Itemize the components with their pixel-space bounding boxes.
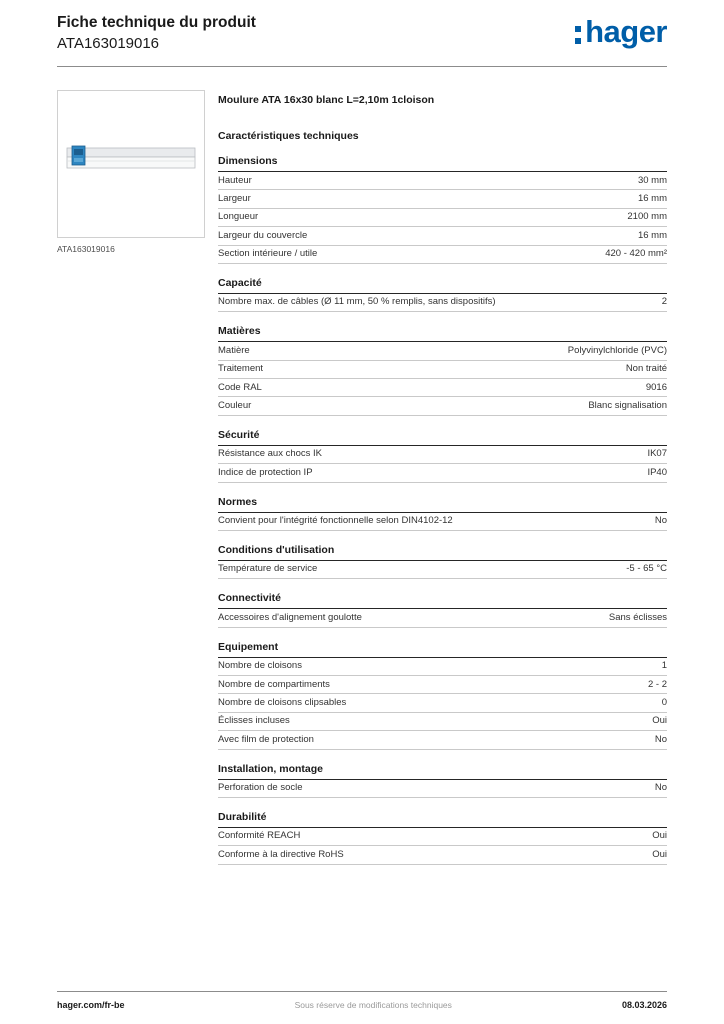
- spec-row: [218, 713, 667, 731]
- spec-value: Sans éclisses: [608, 611, 667, 623]
- hager-logo-text: hager: [585, 14, 667, 49]
- spec-value: No: [654, 515, 667, 526]
- spec-value: 30 mm: [637, 174, 667, 186]
- spec-value: 2 - 2: [647, 678, 667, 690]
- spec-section: [218, 592, 667, 627]
- spec-row: [218, 731, 667, 749]
- sections: [218, 155, 667, 865]
- spec-section-title: Connectivité: [218, 592, 667, 609]
- spec-label: Largeur du couvercle: [218, 229, 308, 241]
- product-image-column: [57, 90, 205, 865]
- spec-label: Résistance aux chocs IK: [218, 448, 323, 460]
- spec-label: Nombre de cloisons: [218, 660, 302, 672]
- spec-label: Nombre de compartiments: [218, 678, 330, 690]
- spec-section-title: Conditions d'utilisation: [218, 544, 667, 561]
- spec-label: Longueur: [218, 211, 259, 223]
- spec-row: [218, 379, 667, 397]
- spec-label: Traitement: [218, 363, 264, 375]
- spec-label: Nombre de cloisons clipsables: [218, 696, 347, 708]
- product-image: [57, 90, 205, 238]
- hager-logo: [575, 16, 667, 47]
- spec-section-title: Equipement: [218, 641, 667, 658]
- spec-label: Couleur: [218, 399, 252, 411]
- spec-label: Nombre max. de câbles (Ø 11 mm, 50 % remplis, sans dispositifs): [218, 296, 496, 308]
- spec-section-title: Matières: [218, 325, 667, 342]
- spec-value: 420 - 420 mm²: [605, 248, 667, 259]
- spec-value: Blanc signalisation: [588, 399, 667, 411]
- spec-section: [218, 155, 667, 264]
- spec-label: Code RAL: [218, 381, 262, 393]
- main-content: [57, 90, 667, 865]
- spec-label: Éclisses incluses: [218, 715, 290, 727]
- spec-section: [218, 811, 667, 865]
- spec-value: IP40: [647, 466, 667, 478]
- spec-column: [218, 90, 667, 865]
- spec-row: [218, 246, 667, 264]
- spec-row: [218, 464, 667, 482]
- spec-value: No: [654, 782, 667, 793]
- spec-row: [218, 694, 667, 712]
- spec-section-title: Capacité: [218, 277, 667, 294]
- spec-row: [218, 780, 667, 798]
- spec-section: [218, 544, 667, 579]
- spec-value: 16 mm: [637, 229, 667, 241]
- spec-value: IK07: [647, 448, 667, 460]
- product-image-caption: ATA163019016: [57, 244, 115, 254]
- spec-value: No: [654, 733, 667, 745]
- spec-section-title: Sécurité: [218, 429, 667, 446]
- spec-row: [218, 676, 667, 694]
- spec-label: Conforme à la directive RoHS: [218, 848, 344, 860]
- spec-row: [218, 342, 667, 360]
- spec-section: [218, 277, 667, 312]
- spec-value: Oui: [652, 715, 667, 727]
- spec-row: [218, 609, 667, 627]
- spec-value: Oui: [652, 848, 667, 860]
- spec-label: Température de service: [218, 563, 318, 575]
- hager-logo-colon-icon: [575, 20, 581, 44]
- spec-row: [218, 361, 667, 379]
- spec-label: Section intérieure / utile: [218, 248, 318, 259]
- spec-label: Convient pour l'intégrité fonctionnelle selon DIN4102-12: [218, 515, 453, 526]
- spec-label: Perforation de socle: [218, 782, 303, 793]
- logo-dot-bottom: [575, 38, 581, 44]
- spec-label: Accessoires d'alignement goulotte: [218, 611, 362, 623]
- spec-row: [218, 227, 667, 245]
- spec-label: Avec film de protection: [218, 733, 314, 745]
- spec-section: [218, 429, 667, 483]
- spec-label: Matière: [218, 344, 250, 356]
- spec-row: [218, 846, 667, 864]
- logo-dot-top: [575, 26, 581, 32]
- spec-row: [218, 209, 667, 227]
- page-footer: [57, 991, 667, 1010]
- spec-value: Oui: [652, 830, 667, 842]
- footer-website-link[interactable]: hager.com/fr-be: [57, 1000, 125, 1010]
- spec-section-title: Dimensions: [218, 155, 667, 172]
- spec-section-title: Normes: [218, 496, 667, 513]
- spec-row: [218, 294, 667, 312]
- spec-row: [218, 397, 667, 415]
- spec-value: Polyvinylchloride (PVC): [567, 344, 667, 356]
- footer-disclaimer: Sous réserve de modifications techniques: [294, 1000, 452, 1010]
- spec-row: [218, 446, 667, 464]
- spec-section: [218, 641, 667, 750]
- tech-characteristics-title: Caractéristiques techniques: [218, 130, 359, 142]
- spec-value: Non traité: [625, 363, 667, 375]
- spec-value: 2: [661, 296, 667, 308]
- footer-date: 08.03.2026: [621, 1000, 667, 1010]
- spec-label: Hauteur: [218, 174, 252, 186]
- spec-value: 1: [661, 660, 667, 672]
- spec-label: Largeur: [218, 192, 251, 204]
- spec-value: 0: [661, 696, 667, 708]
- spec-value: 2100 mm: [627, 211, 667, 223]
- spec-section: [218, 325, 667, 416]
- page-title: Fiche technique du produit: [57, 14, 256, 31]
- spec-row: [218, 172, 667, 190]
- trunking-profile-drawing: [58, 91, 204, 237]
- spec-row: [218, 190, 667, 208]
- spec-section-title: Installation, montage: [218, 763, 667, 780]
- spec-value: 9016: [645, 381, 667, 393]
- spec-section: [218, 496, 667, 531]
- spec-section-title: Durabilité: [218, 811, 667, 828]
- product-reference: ATA163019016: [57, 35, 160, 52]
- spec-row: [218, 658, 667, 676]
- header-text-block: [57, 14, 256, 52]
- product-name: Moulure ATA 16x30 blanc L=2,10m 1cloison: [218, 94, 435, 106]
- spec-row: [218, 513, 667, 531]
- spec-label: Indice de protection IP: [218, 466, 313, 478]
- page-header: [57, 14, 667, 67]
- spec-value: 16 mm: [637, 192, 667, 204]
- spec-row: [218, 561, 667, 579]
- spec-section: [218, 763, 667, 798]
- spec-value: -5 - 65 °C: [626, 563, 667, 575]
- spec-label: Conformité REACH: [218, 830, 301, 842]
- spec-row: [218, 828, 667, 846]
